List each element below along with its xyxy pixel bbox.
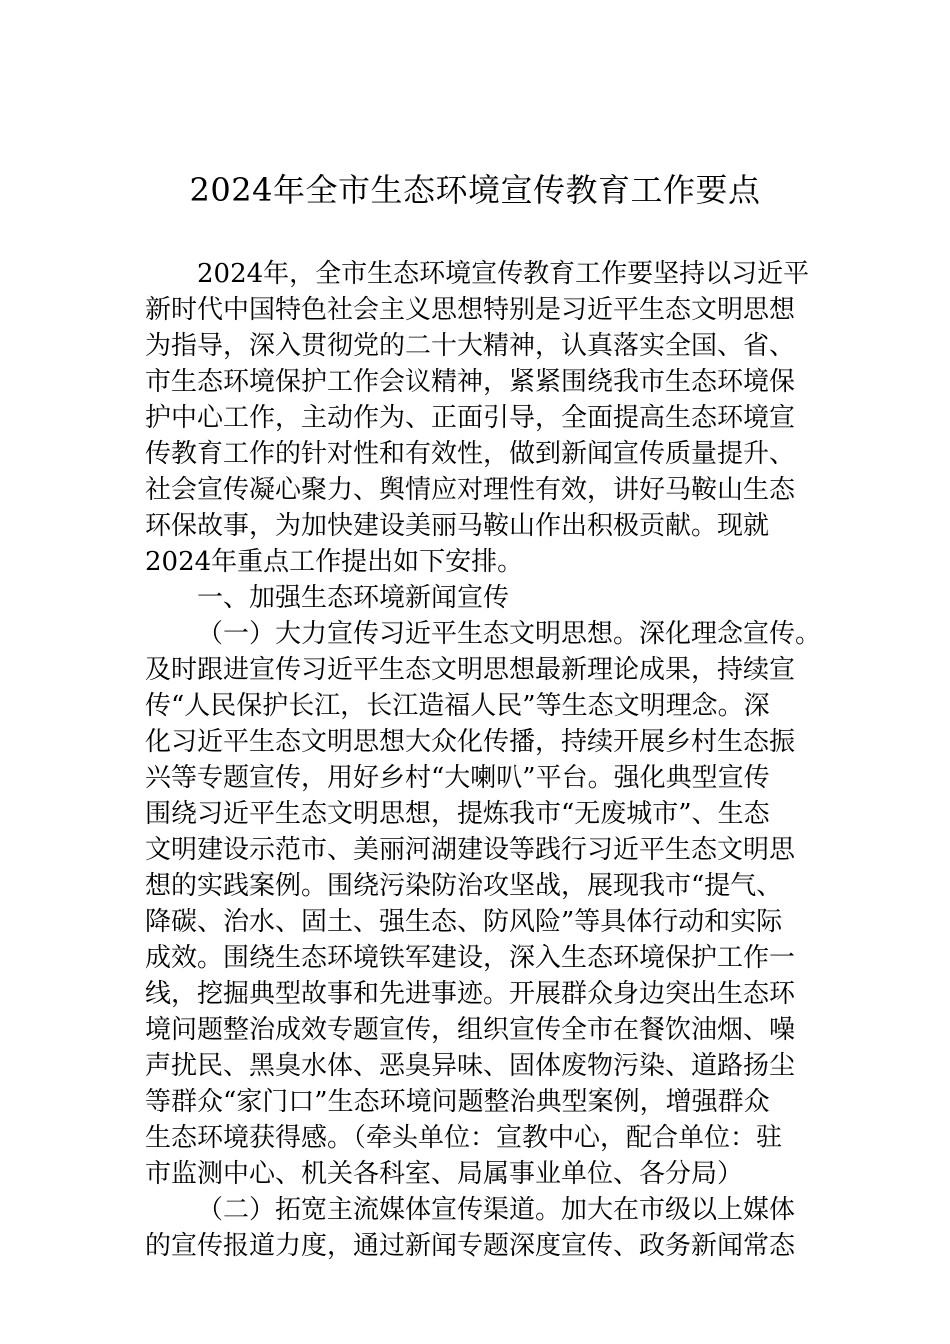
paragraph-line: 围绕习近平生态文明思想，提炼我市“无废城市”、生态 <box>145 799 770 829</box>
paragraph-line: 为指导，深入贯彻党的二十大精神，认真落实全国、省、 <box>145 331 796 361</box>
subsection-line: （一）大力宣传习近平生态文明思想。深化理念宣传。 <box>197 619 822 649</box>
paragraph-line: 等群众“家门口”生态环境问题整治典型案例，增强群众 <box>145 1087 770 1117</box>
paragraph-line: 传“人民保护长江，长江造福人民”等生态文明理念。深 <box>145 691 770 721</box>
paragraph-line: 生态环境获得感。（牵头单位：宣教中心，配合单位：驻 <box>145 1123 783 1153</box>
paragraph-line: 市生态环境保护工作会议精神，紧紧围绕我市生态环境保 <box>145 367 796 397</box>
paragraph-line: 及时跟进宣传习近平生态文明思想最新理论成果，持续宣 <box>145 655 796 685</box>
paragraph-line: 降碳、治水、固土、强生态、防风险”等具体行动和实际 <box>145 907 783 937</box>
paragraph-line: 社会宣传凝心聚力、舆情应对理性有效，讲好马鞍山生态 <box>145 475 796 505</box>
paragraph-line: 境问题整治成效专题宣传，组织宣传全市在餐饮油烟、噪 <box>145 1015 796 1045</box>
paragraph-line: 化习近平生态文明思想大众化传播，持续开展乡村生态振 <box>145 727 796 757</box>
paragraph-line: 传教育工作的针对性和有效性，做到新闻宣传质量提升、 <box>145 439 796 469</box>
paragraph-line: 文明建设示范市、美丽河湖建设等践行习近平生态文明思 <box>145 835 796 865</box>
paragraph-line: 兴等专题宣传，用好乡村“大喇叭”平台。强化典型宣传 <box>145 763 770 793</box>
document-body <box>145 256 835 1264</box>
section-heading: 一、加强生态环境新闻宣传 <box>197 583 510 613</box>
paragraph-line: 线，挖掘典型故事和先进事迹。开展群众身边突出生态环 <box>145 979 796 1009</box>
paragraph-line: 2024年，全市生态环境宣传教育工作要坚持以习近平 <box>197 259 810 289</box>
subsection-line: （二）拓宽主流媒体宣传渠道。加大在市级以上媒体 <box>197 1195 796 1225</box>
paragraph-line: 声扰民、黑臭水体、恶臭异味、固体废物污染、道路扬尘 <box>145 1051 796 1081</box>
paragraph-line: 2024年重点工作提出如下安排。 <box>145 547 524 577</box>
paragraph-line: 的宣传报道力度，通过新闻专题深度宣传、政务新闻常态 <box>145 1231 796 1261</box>
paragraph-line: 新时代中国特色社会主义思想特别是习近平生态文明思想 <box>145 295 796 325</box>
paragraph-line: 护中心工作，主动作为、正面引导，全面提高生态环境宣 <box>145 403 796 433</box>
paragraph-line: 市监测中心、机关各科室、局属事业单位、各分局） <box>145 1159 744 1189</box>
document-title: 2024年全市生态环境宣传教育工作要点 <box>189 171 761 209</box>
paragraph-line: 想的实践案例。围绕污染防治攻坚战，展现我市“提气、 <box>145 871 783 901</box>
paragraph-line: 环保故事，为加快建设美丽马鞍山作出积极贡献。现就 <box>145 511 770 541</box>
paragraph-line: 成效。围绕生态环境铁军建设，深入生态环境保护工作一 <box>145 943 796 973</box>
